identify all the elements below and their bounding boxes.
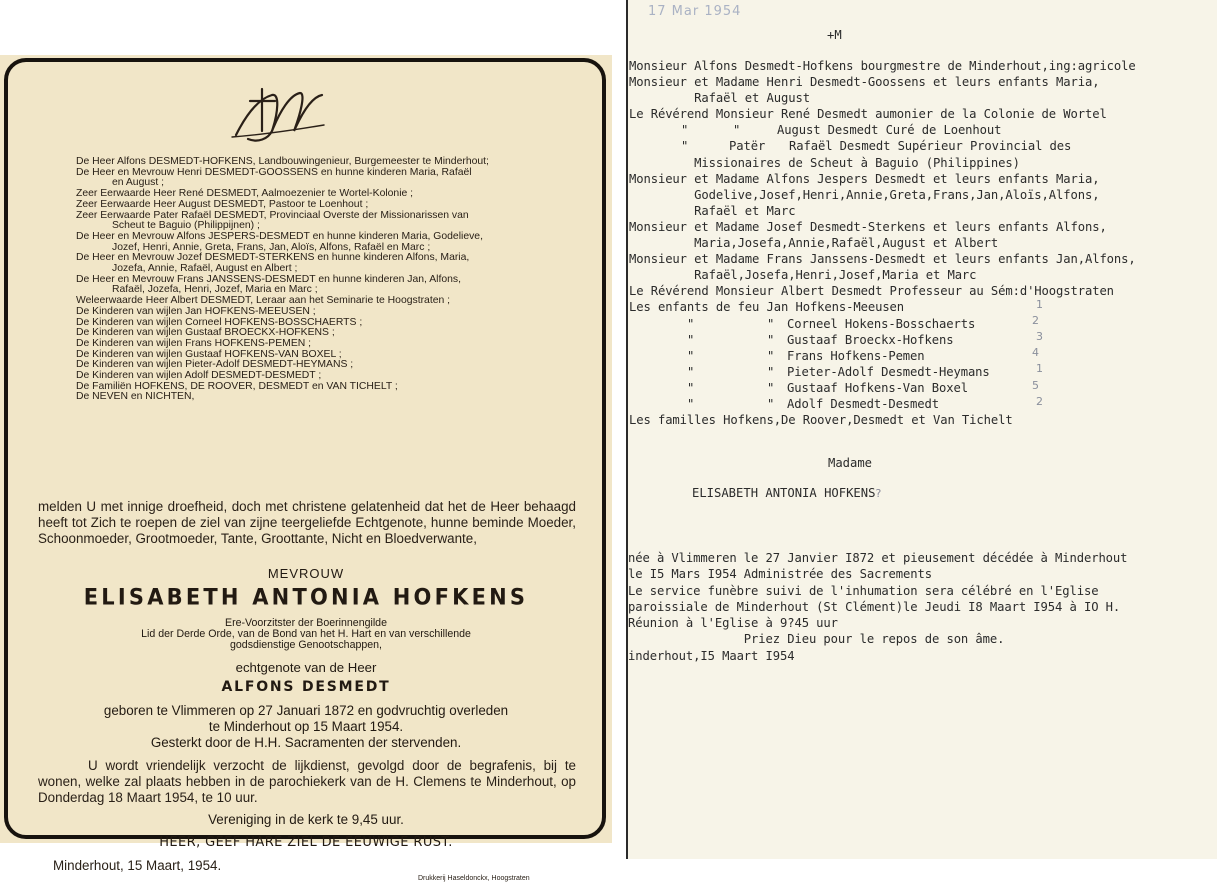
typed-line-text: August Desmedt Curé de Loenhout	[777, 123, 1002, 138]
handwritten-number: 2	[1032, 314, 1039, 328]
ditto-mark: "	[767, 332, 775, 347]
ditto-mark: "	[687, 348, 695, 363]
family-line: De Kinderen van wijlen Gustaaf HOFKENS-VAN BOXEL ;	[76, 348, 342, 360]
family-line: en August ;	[112, 177, 164, 189]
spouse-name: ALFONS DESMEDT	[221, 679, 391, 695]
family-line: Jozef, Henri, Annie, Greta, Frans, Jan, Aloïs, Alfons, Rafaël en Marc ;	[112, 241, 431, 253]
typed-detail-line: inderhout,I5 Maart I954	[628, 648, 795, 663]
typed-line	[629, 316, 1215, 332]
deceased-name-typed	[692, 486, 881, 500]
typed-line-text: Pieter-Adolf Desmedt-Heymans	[787, 364, 990, 379]
family-line: De Kinderen van wijlen Corneel HOFKENS-BOSSCHAERTS ;	[76, 316, 363, 328]
typed-line: Monsieur et Madame Frans Janssens-Desmedt et leurs enfants Jan,Alfons,	[629, 252, 1136, 267]
family-line: De Kinderen van wijlen Gustaaf BROECKX-HOFKENS ;	[76, 327, 335, 339]
typed-detail-line: paroissiale de Minderhout (St Clément)le Jeudi I8 Maart I954 à IO H.	[628, 599, 1121, 614]
cross-m-heading: +M	[827, 28, 842, 42]
typed-line-text: Rafaël Desmedt Supérieur Provincial des	[789, 139, 1072, 154]
ditto-mark: "	[687, 380, 695, 395]
ditto-mark: "	[767, 364, 775, 379]
typed-line	[629, 138, 1215, 154]
typed-line	[629, 380, 1215, 396]
ditto-mark: "	[687, 396, 695, 411]
birth-line: geboren te Vlimmeren op 27 Januari 1872 en godvruchtig overleden	[103, 703, 509, 718]
typed-family-list	[629, 58, 1215, 428]
typed-line-text: Adolf Desmedt-Desmedt	[787, 396, 939, 411]
typed-line	[629, 348, 1215, 364]
family-line: Jozefa, Annie, Rafaël, August en Albert ;	[112, 263, 298, 275]
typed-line: Monsieur et Madame Alfons Jespers Desmedt et leurs enfants Maria,	[629, 171, 1100, 186]
typed-line	[629, 364, 1215, 380]
prayer-text: HEER, GEEF HARE ZIEL DE EEUWIGE RUST.	[159, 835, 453, 850]
handwritten-number: 3	[1036, 330, 1043, 344]
typed-detail-line: Le service funèbre suivi de l'inhumation sera célébré en l'Eglise	[628, 583, 1099, 598]
typed-detail-line: née à Vlimmeren le 27 Janvier I872 et pieusement décédée à Minderhout	[628, 551, 1128, 565]
typed-line: Monsieur et Madame Henri Desmedt-Goossens et leurs enfants Maria,	[629, 75, 1100, 90]
family-line: Weleerwaarde Heer Albert DESMEDT, Leraar aan het Seminarie te Hoogstraten ;	[76, 295, 451, 307]
typed-line: Monsieur et Madame Josef Desmedt-Sterkens et leurs enfants Alfons,	[629, 219, 1107, 234]
ditto-mark: "	[767, 316, 775, 331]
handwritten-number: 2	[1036, 394, 1043, 408]
typed-line: Missionaires de Scheut à Baguio (Philippines)	[629, 155, 1020, 170]
typed-line	[629, 332, 1215, 348]
invitation-text: U wordt vriendelijk verzocht de lijkdienst, gevolgd door de begrafenis, bij te wonen, welke zal plaats hebben in de parochiekerk van de H. Clemens te Minderhout, op Donderdag 18 Maart 1954, te 10 uur.	[38, 758, 576, 805]
gathering-text: Vereniging in de kerk te 9,45 uur.	[208, 812, 404, 827]
handwritten-number: 4	[1032, 346, 1039, 360]
handwritten-number: 5	[1032, 378, 1039, 392]
typed-detail-line: Réunion à l'Eglise à 9?45 uur	[628, 616, 838, 631]
typed-notice	[628, 0, 1217, 859]
family-line: De Heer Alfons DESMEDT-HOFKENS, Landbouwingenieur, Burgemeester te Minderhout;	[76, 156, 489, 167]
deceased-name-text: ELISABETH ANTONIA HOFKENS	[692, 486, 876, 500]
family-line: De Heer en Mevrouw Henri DESMEDT-GOOSSENS en hunne kinderen Maria, Rafaël	[76, 166, 472, 178]
received-stamp: 17 Mar 1954	[648, 4, 742, 19]
ditto-mark: "	[767, 396, 775, 411]
family-line: Rafaël, Jozefa, Henri, Jozef, Maria en Marc ;	[112, 284, 318, 296]
typed-line: Godelive,Josef,Henri,Annie,Greta,Frans,Jan,Aloïs,Alfons,	[629, 187, 1100, 202]
cross-monogram-icon	[228, 85, 328, 147]
printer-credit: Drukkerij Haseldonckx, Hoogstraten	[418, 875, 530, 882]
family-line: De Familiën HOFKENS, DE ROOVER, DESMEDT en VAN TICHELT ;	[76, 380, 398, 392]
typed-line: Le Révérend Monsieur Albert Desmedt Professeur au Sém:d'Hoogstraten	[629, 284, 1114, 299]
family-line: Zeer Eerwaarde Pater Rafaël DESMEDT, Provinciaal Overste der Missionarissen van	[76, 209, 469, 221]
birth-death-text	[30, 703, 582, 734]
family-line: De Heer en Mevrouw Jozef DESMEDT-STERKENS en hunne kinderen Alfons, Maria,	[76, 252, 470, 264]
typed-line: Les familles Hofkens,De Roover,Desmedt et Van Tichelt	[629, 413, 1013, 428]
family-line: De Kinderen van wijlen Jan HOFKENS-MEEUSEN ;	[76, 305, 316, 317]
typed-line: Monsieur Alfons Desmedt-Hofkens bourgmestre de Minderhout,ing:agricole	[629, 59, 1136, 73]
mevrouw-heading: MEVROUW	[267, 566, 345, 581]
typed-line	[629, 122, 1215, 138]
ditto-mark: "	[767, 348, 775, 363]
family-line: Zeer Eerwaarde Heer August DESMEDT, Pastoor te Loenhout ;	[76, 198, 369, 210]
typed-detail-line: le I5 Mars I954 Administrée des Sacrements	[628, 567, 932, 582]
handwritten-number: 1	[1036, 362, 1043, 376]
role-line: Lid der Derde Orde, van de Bond van het H. Hart en van verschillende	[141, 628, 471, 640]
typed-line: Rafaël,Josefa,Henri,Josef,Maria et Marc	[629, 268, 977, 283]
handwritten-mark: ?	[875, 487, 882, 500]
ditto-mark: "	[767, 380, 775, 395]
place-date: Minderhout, 15 Maart, 1954.	[53, 858, 222, 873]
ditto-mark: "	[687, 332, 695, 347]
family-line: De Kinderen van wijlen Frans HOFKENS-PEMEN ;	[76, 337, 312, 349]
family-line: Scheut te Baguio (Philippijnen) ;	[112, 220, 260, 232]
typed-line: Rafaël et Marc	[629, 203, 796, 218]
typed-line: Le Révérend Monsieur René Desmedt aumonier de la Colonie de Wortel	[629, 107, 1107, 122]
pater-label: Patër	[729, 139, 766, 154]
deceased-roles	[30, 618, 582, 651]
typed-line-text: Frans Hofkens-Pemen	[787, 348, 925, 363]
funeral-card	[0, 55, 612, 882]
family-line: Zeer Eerwaarde Heer René DESMEDT, Aalmoezenier te Wortel-Kolonie ;	[76, 188, 414, 200]
birth-line: te Minderhout op 15 Maart 1954.	[208, 718, 404, 734]
role-line: godsdienstige Genootschappen,	[230, 639, 382, 651]
handwritten-number: 1	[1036, 298, 1043, 311]
typed-line-text: Gustaaf Broeckx-Hofkens	[787, 332, 954, 347]
typed-line-text: Gustaaf Hofkens-Van Boxel	[787, 380, 968, 395]
announcement-text: melden U met innige droefheid, doch met christene gelatenheid dat het de Heer behaagd heeft tot Zich te roepen de ziel van zijne teergeliefde Echtgenote, hunne beminde Moeder, Schoonmoeder, Grootmoeder, Tante, Groottante, Nicht en Bloedverwante,	[38, 499, 576, 546]
ditto-mark: "	[681, 139, 689, 154]
typed-details	[628, 550, 1214, 664]
typed-line: Rafaël et August	[629, 91, 810, 106]
family-line: De Kinderen van wijlen Pieter-Adolf DESMEDT-HEYMANS ;	[76, 359, 354, 371]
ditto-mark: "	[687, 364, 695, 379]
family-line: De Heer en Mevrouw Alfons JESPERS-DESMEDT en hunne kinderen Maria, Godelieve,	[76, 230, 483, 242]
ditto-mark: "	[687, 316, 695, 331]
typed-line: Les enfants de feu Jan Hofkens-Meeusen	[629, 300, 905, 315]
spouse-label: echtgenote van de Heer	[235, 660, 377, 675]
family-line: De Heer en Mevrouw Frans JANSSENS-DESMEDT en hunne kinderen Jan, Alfons,	[76, 273, 462, 285]
typed-detail-line: Priez Dieu pour le repos de son âme.	[628, 632, 1005, 647]
role-line: Ere-Voorzitster der Boerinnengilde	[225, 617, 387, 629]
ditto-mark: "	[681, 123, 689, 138]
typed-line	[629, 396, 1215, 412]
family-line: De NEVEN en NICHTEN,	[76, 391, 195, 403]
sacraments-text: Gesterkt door de H.H. Sacramenten der stervenden.	[150, 735, 462, 750]
madame-heading: Madame	[828, 456, 873, 470]
typed-line: Maria,Josefa,Annie,Rafaël,August et Albert	[629, 236, 999, 251]
family-line: De Kinderen van wijlen Adolf DESMEDT-DESMEDT ;	[76, 370, 322, 382]
typed-line-text: Corneel Hokens-Bosschaerts	[787, 316, 976, 331]
deceased-name: ELISABETH ANTONIA HOFKENS	[83, 584, 529, 610]
family-list	[76, 157, 581, 403]
ditto-mark: "	[733, 123, 741, 138]
